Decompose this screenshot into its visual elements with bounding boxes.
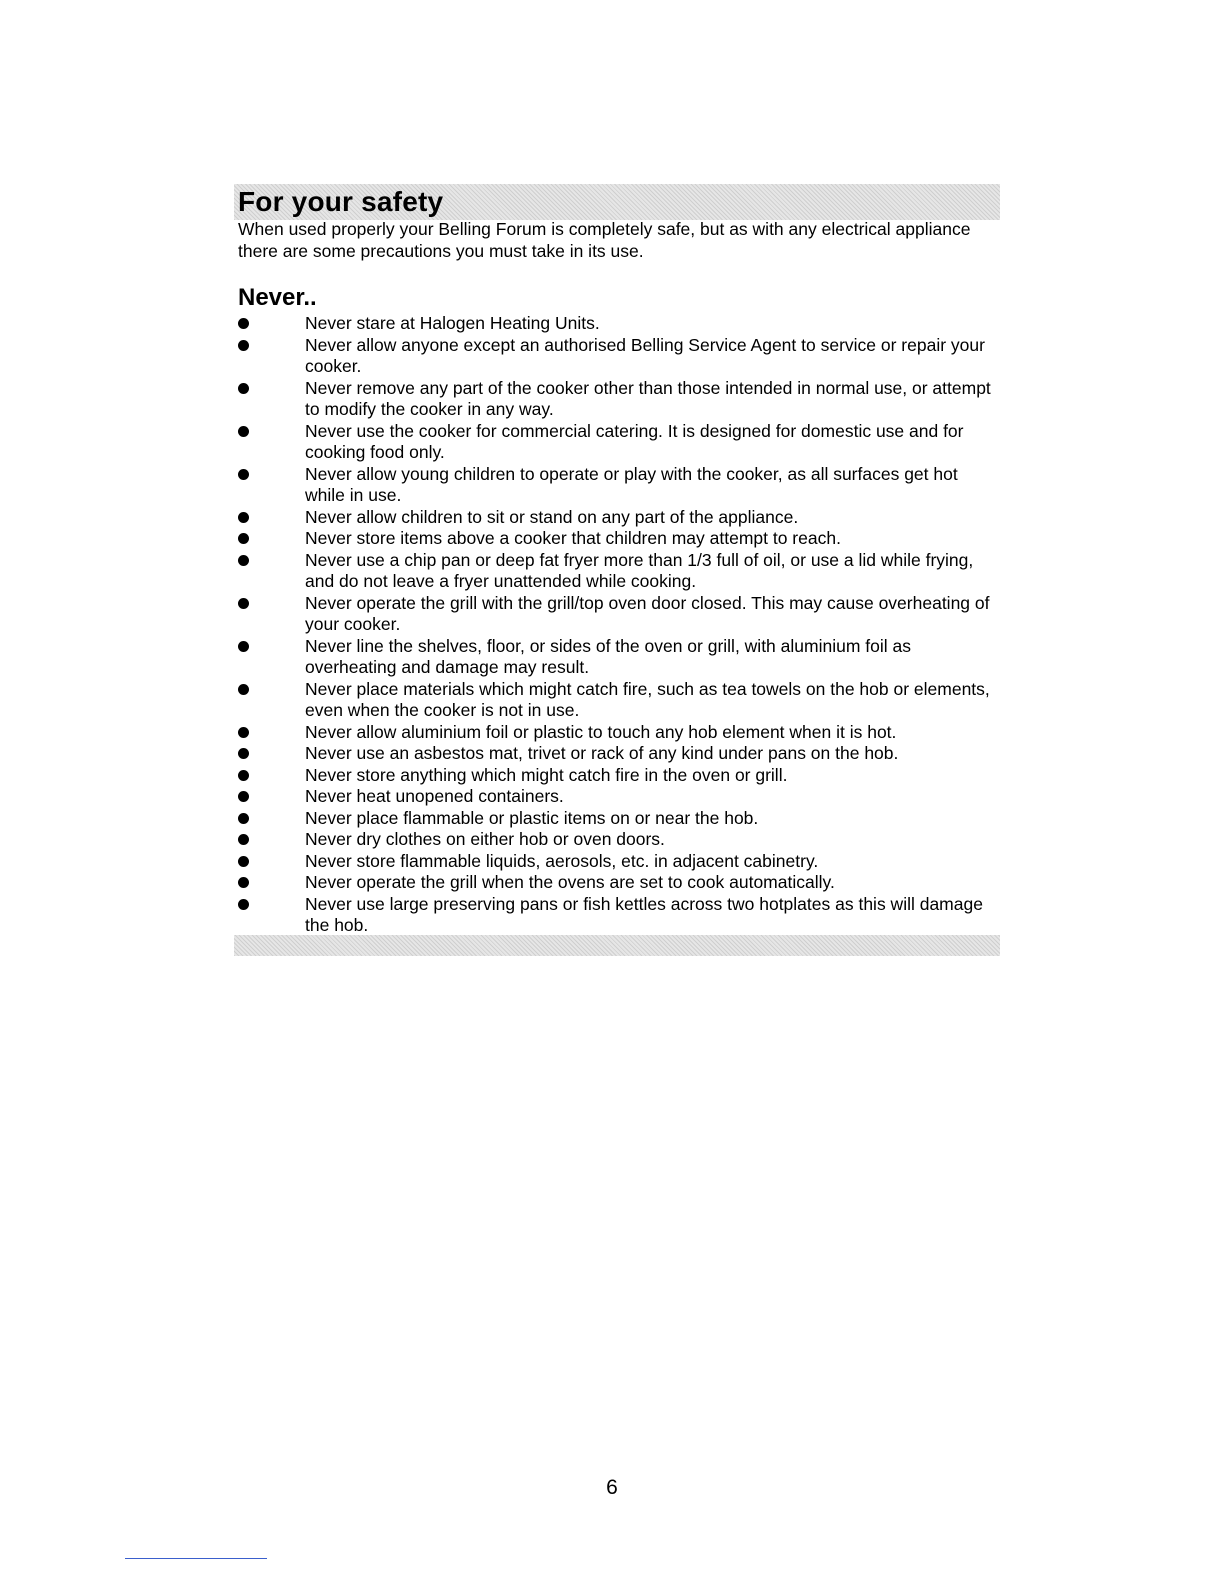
- list-item: [238, 335, 998, 378]
- bullet-icon: [238, 727, 249, 738]
- bullet-icon: [238, 748, 249, 759]
- bullet-icon: [238, 555, 249, 566]
- list-item: [238, 378, 998, 421]
- list-item: [238, 894, 998, 937]
- footnote-rule: [125, 1558, 267, 1559]
- never-heading: Never..: [238, 284, 317, 311]
- bullet-icon: [238, 641, 249, 652]
- list-item-text: Never use a chip pan or deep fat fryer more than 1/3 full of oil, or use a lid while frying, and do not leave a fryer unattended while cooking.: [305, 549, 974, 591]
- bottom-shading-bar: [234, 935, 1000, 956]
- never-list: [238, 313, 998, 937]
- list-item: [238, 593, 998, 636]
- bullet-icon: [238, 340, 249, 351]
- page-number: 6: [606, 1476, 618, 1499]
- list-item-text: Never use large preserving pans or fish kettles across two hotplates as this will damage the hob.: [305, 893, 983, 935]
- list-item: [238, 550, 998, 593]
- bullet-icon: [238, 899, 249, 910]
- list-item-text: Never remove any part of the cooker other than those intended in normal use, or attempt to modify the cooker in any way.: [305, 377, 991, 419]
- list-item: [238, 786, 998, 808]
- bullet-icon: [238, 318, 249, 329]
- list-item: [238, 765, 998, 787]
- list-item: [238, 829, 998, 851]
- list-item: [238, 507, 998, 529]
- intro-paragraph: When used properly your Belling Forum is completely safe, but as with any electrical appliance there are some precautions you must take in its use.: [238, 219, 971, 261]
- list-item-text: Never allow aluminium foil or plastic to touch any hob element when it is hot.: [305, 721, 897, 742]
- list-item-text: Never use the cooker for commercial catering. It is designed for domestic use and for cooking food only.: [305, 420, 964, 462]
- list-item-text: Never line the shelves, floor, or sides of the oven or grill, with aluminium foil as overheating and damage may result.: [305, 635, 911, 677]
- bullet-icon: [238, 684, 249, 695]
- list-item-text: Never place flammable or plastic items on or near the hob.: [305, 807, 759, 828]
- list-item: [238, 528, 998, 550]
- list-item: [238, 313, 998, 335]
- list-item-text: Never dry clothes on either hob or oven doors.: [305, 829, 665, 849]
- bullet-icon: [238, 813, 249, 824]
- list-item-text: Never allow anyone except an authorised Belling Service Agent to service or repair your cooker.: [305, 334, 985, 376]
- list-item: [238, 743, 998, 765]
- list-item-text: Never heat unopened containers.: [305, 786, 564, 806]
- list-item: [238, 722, 998, 744]
- bullet-icon: [238, 383, 249, 394]
- list-item: [238, 421, 998, 464]
- list-item-text: Never place materials which might catch fire, such as tea towels on the hob or elements, even when the cooker is not in use.: [305, 678, 990, 720]
- list-item: [238, 679, 998, 722]
- bullet-icon: [238, 834, 249, 845]
- list-item: [238, 808, 998, 830]
- bullet-icon: [238, 877, 249, 888]
- list-item-text: Never operate the grill when the ovens are set to cook automatically.: [305, 872, 835, 892]
- bullet-icon: [238, 426, 249, 437]
- list-item-text: Never allow children to sit or stand on any part of the appliance.: [305, 506, 799, 527]
- list-item: [238, 636, 998, 679]
- bullet-icon: [238, 856, 249, 867]
- list-item: [238, 851, 998, 873]
- bullet-icon: [238, 469, 249, 480]
- list-item-text: Never use an asbestos mat, trivet or rack of any kind under pans on the hob.: [305, 743, 899, 763]
- list-item-text: Never store items above a cooker that children may attempt to reach.: [305, 528, 841, 548]
- section-title: For your safety: [238, 186, 444, 217]
- bullet-icon: [238, 791, 249, 802]
- bullet-icon: [238, 512, 249, 523]
- list-item-text: Never operate the grill with the grill/top oven door closed. This may cause overheating of your cooker.: [305, 592, 990, 634]
- list-item-text: Never store anything which might catch fire in the oven or grill.: [305, 764, 788, 785]
- bullet-icon: [238, 598, 249, 609]
- bullet-icon: [238, 533, 249, 544]
- bullet-icon: [238, 770, 249, 781]
- list-item: [238, 872, 998, 894]
- list-item-text: Never stare at Halogen Heating Units.: [305, 313, 600, 333]
- list-item-text: Never store flammable liquids, aerosols, etc. in adjacent cabinetry.: [305, 850, 819, 871]
- list-item-text: Never allow young children to operate or play with the cooker, as all surfaces get hot while in use.: [305, 463, 958, 505]
- list-item: [238, 464, 998, 507]
